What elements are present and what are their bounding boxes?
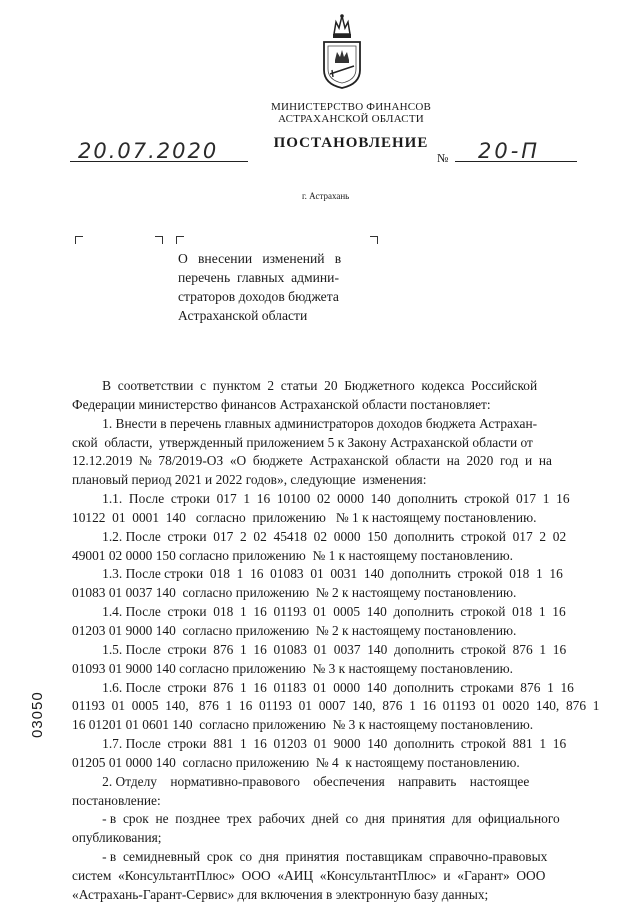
city-label: г. Астрахань [302,191,350,201]
ministry-name-line-1: МИНИСТЕРСТВО ФИНАНСОВ [270,101,431,113]
body-line: 01093 01 9000 140 согласно приложению № 3 к настоящему постановлению. [72,660,514,676]
corner-mark [75,236,83,244]
body-line: 1.1. После строки 017 1 16 10100 02 0000 140 дополнить строкой 017 1 16 [72,491,570,507]
body-line: 1.7. После строки 881 1 16 01203 01 9000 140 дополнить строкой 881 1 16 [72,736,567,752]
body-line: 10122 01 0001 140 согласно приложению № 1 к настоящему постановлению. [72,509,537,525]
document-number: 20-П [478,139,541,163]
body-line: Федерации министерство финансов Астраханской области постановляет: [72,396,491,412]
body-line: 01083 01 0037 140 согласно приложению № 2 к настоящему постановлению. [72,585,517,601]
subject-line: Астраханской области [178,308,308,323]
body-line: 1.4. После строки 018 1 16 01193 01 0005 140 дополнить строкой 018 1 16 [72,604,566,620]
body-line: систем «КонсультантПлюс» ООО «АИЦ «КонсультантПлюс» и «Гарант» ООО [72,867,546,883]
corner-mark [370,236,378,244]
corner-mark [155,236,163,244]
body-line: - в срок не позднее трех рабочих дней со дня принятия для официального [72,811,560,827]
body-line: «Астрахань-Гарант-Сервис» для включения в электронную базу данных; [72,886,489,902]
body-line: опубликования; [72,830,162,846]
body-line: - в семидневный срок со дня принятия поставщикам справочно-правовых [72,849,548,865]
corner-mark [176,236,184,244]
body-line: постановление: [72,792,161,808]
subject-line: страторов доходов бюджета [178,289,339,304]
body-line: 1. Внести в перечень главных администраторов доходов бюджета Астрахан- [72,415,538,431]
subject-line: перечень главных админи- [178,270,339,285]
body-line: 49001 02 0000 150 согласно приложению № 1 к настоящему постановлению. [72,547,514,563]
ministry-name-line-2: АСТРАХАНСКОЙ ОБЛАСТИ [278,113,424,125]
body-line: 16 01201 01 0601 140 согласно приложению № 3 к настоящему постановлению. [72,717,534,733]
number-underline [455,161,577,162]
body-line: 12.12.2019 № 78/2019-ОЗ «О бюджете Астраханской области на 2020 год и на [72,453,552,469]
document-type-title: ПОСТАНОВЛЕНИЕ [273,135,429,151]
date-underline [70,161,248,162]
body-line: 01205 01 0000 140 согласно приложению № 4 к настоящему постановлению. [72,754,520,770]
body-line: 1.6. После строки 876 1 16 01183 01 0000 140 дополнить строками 876 1 16 [72,679,574,695]
body-line: плановый период 2021 и 2022 годов», следующие изменения: [72,472,427,488]
body-line: 1.3. После строки 018 1 16 01083 01 0031 140 дополнить строкой 018 1 16 [72,566,563,582]
body-line: 1.5. После строки 876 1 16 01083 01 0037 140 дополнить строкой 876 1 16 [72,641,567,657]
margin-stamp-number: 03050 [29,691,46,738]
body-line: 01193 01 0005 140, 876 1 16 01193 01 0007 140, 876 1 16 01193 01 0020 140, 876 1 [72,698,600,714]
body-line: 01203 01 9000 140 согласно приложению № 2 к настоящему постановлению. [72,622,517,638]
coat-of-arms-icon [320,12,364,90]
body-line: 1.2. После строки 017 2 02 45418 02 0000 150 дополнить строкой 017 2 02 [72,528,567,544]
body-line: 2. Отделу нормативно-правового обеспечения направить настоящее [72,773,530,789]
body-line: ской области, утвержденный приложением 5 к Закону Астраханской области от [72,434,533,450]
document-date: 20.07.2020 [78,139,219,163]
number-sign: № [437,151,449,165]
document-subject [178,249,370,325]
subject-line: О внесении изменений в [178,251,342,266]
body-line: В соответствии с пунктом 2 статьи 20 Бюджетного кодекса Российской [72,378,538,393]
document-body [72,377,612,905]
